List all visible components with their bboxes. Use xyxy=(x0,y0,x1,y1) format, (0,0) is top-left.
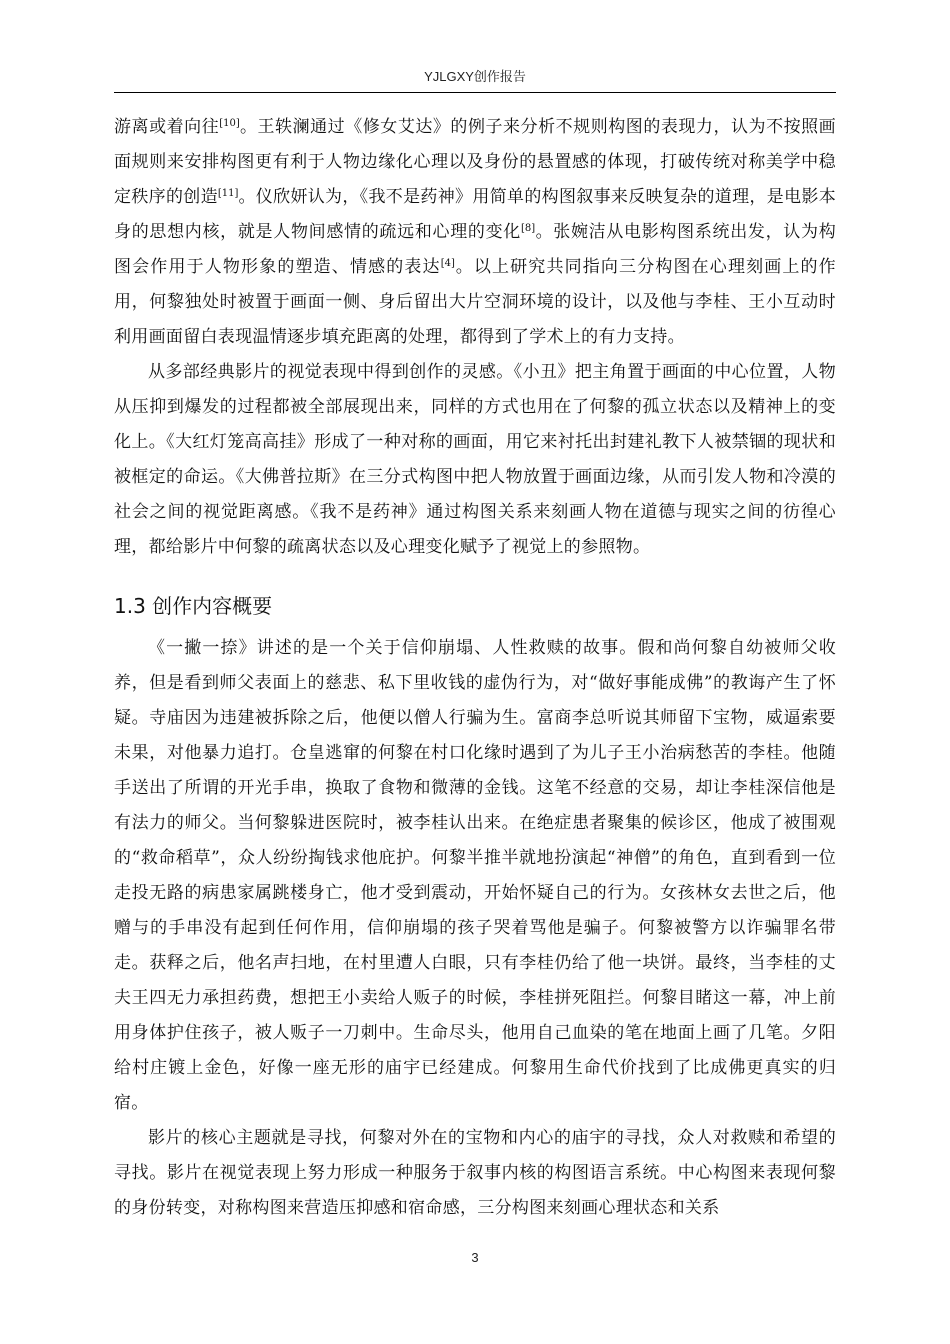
paragraph-text: 。王轶澜通过《修女艾达》的例子来分析不规则构图的表现力，认为不按照画面规则来安排构图更有利于人物边缘化心理以及身份的悬置感的体现，打破传统对称美学中稳定秩序的创造 xyxy=(114,117,836,207)
body-paragraph-2: 从多部经典影片的视觉表现中得到创作的灵感。《小丑》把主角置于画面的中心位置，人物从压抑到爆发的过程都被全部展现出来，同样的方式也用在了何黎的孤立状态以及精神上的变化上。《大红灯笼高高挂》形成了一种对称的画面，用它来衬托出封建礼教下人被禁锢的现状和被框定的命运。《大佛普拉斯》在三分式构图中把人物放置于画面边缘，从而引发人物和冷漠的社会之间的视觉距离感。《我不是药神》通过构图关系来刻画人物在道德与现实之间的彷徨心理，都给影片中何黎的疏离状态以及心理变化赋予了视觉上的参照物。 xyxy=(114,362,836,557)
body-paragraph-3: 《一撇一捺》讲述的是一个关于信仰崩塌、人性救赎的故事。假和尚何黎自幼被师父收养，但是看到师父表面上的慈悲、私下里收钱的虚伪行为，对“做好事能成佛”的教诲产生了怀疑。寺庙因为违建被拆除之后，他便以僧人行骗为生。富商李总听说其师留下宝物，威逼索要未果，对他暴力追打。仓皇逃窜的何黎在村口化缘时遇到了为儿子王小治病愁苦的李桂。他随手送出了所谓的开光手串，换取了食物和微薄的金钱。这笔不经意的交易，却让李桂深信他是有法力的师父。当何黎躲进医院时，被李桂认出来。在绝症患者聚集的候诊区，他成了被围观的“救命稻草”，众人纷纷掏钱求他庇护。何黎半推半就地扮演起“神僧”的角色，直到看到一位走投无路的病患家属跳楼身亡，他才受到震动，开始怀疑自己的行为。女孩林女去世之后，他赠与的手串没有起到任何作用，信仰崩塌的孩子哭着骂他是骗子。何黎被警方以诈骗罪名带走。获释之后，他名声扫地，在村里遭人白眼，只有李桂仍给了他一块饼。最终，当李桂的丈夫王四无力承担药费，想把王小卖给人贩子的时候，李桂拼死阻拦。何黎目睹这一幕，冲上前用身体护住孩子，被人贩子一刀刺中。生命尽头，他用自己血染的笔在地面上画了几笔。夕阳给村庄镀上金色，好像一座无形的庙宇已经建成。何黎用生命代价找到了比成佛更真实的归宿。 xyxy=(114,638,836,1113)
paragraph-text: 游离或着向往 xyxy=(114,117,220,137)
body-paragraph-4: 影片的核心主题就是寻找，何黎对外在的宝物和内心的庙宇的寻找，众人对救赎和希望的寻找。影片在视觉表现上努力形成一种服务于叙事内核的构图语言系统。中心构图来表现何黎的身份转变，对称构图来营造压抑感和宿命感，三分构图来刻画心理状态和关系 xyxy=(114,1128,836,1218)
paragraph-text: 。以上研究共同指向三分构图在心理刻画上的作用，何黎独处时被置于画面一侧、身后留出大片空洞环境的设计，以及他与李桂、王小互动时利用画面留白表现温情逐步填充距离的处理，都得到了学术上的有力支持。 xyxy=(114,257,836,347)
citation-ref: [4] xyxy=(440,258,455,269)
section-heading: 1.3 创作内容概要 xyxy=(114,594,273,618)
document-body xyxy=(114,110,836,1226)
citation-ref: [8] xyxy=(521,223,536,234)
citation-ref: [10] xyxy=(219,118,240,129)
paragraph-text: 。张婉洁从电影构图系统出发，认为构图会作用于人物形象的塑造、情感的表达 xyxy=(114,222,836,277)
paragraph-text: 。仪欣妍认为，《我不是药神》用简单的构图叙事来反映复杂的道理，是电影本身的思想内核，就是人物间感情的疏远和心理的变化 xyxy=(114,187,836,242)
page-number: 3 xyxy=(471,1250,479,1265)
header-divider xyxy=(114,92,836,93)
citation-ref: [11] xyxy=(217,188,239,199)
page-header: YJLGXY创作报告 xyxy=(424,69,526,84)
body-paragraph-1 xyxy=(114,110,836,355)
